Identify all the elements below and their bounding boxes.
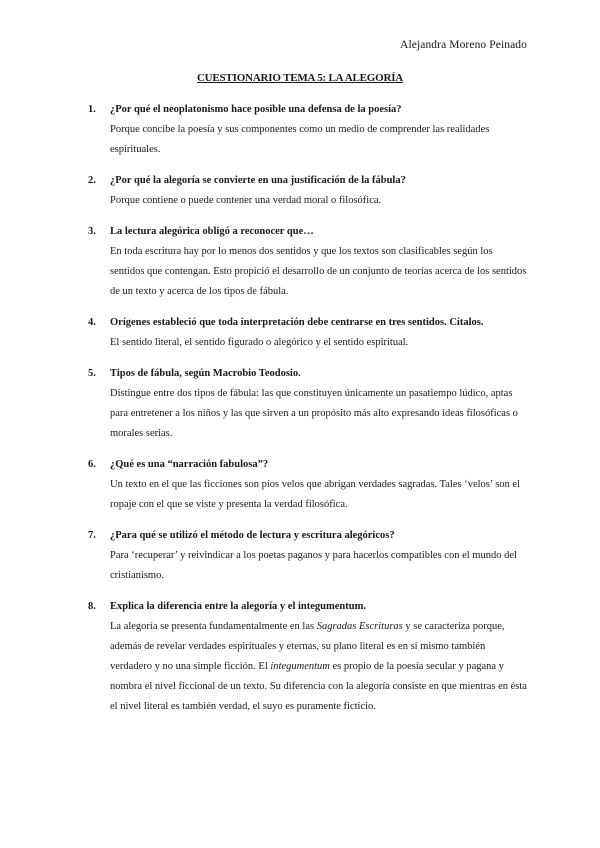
answer-segment: La alegoría se presenta fundamentalmente en las — [110, 621, 317, 632]
question-text: Orígenes estableció que toda interpretación debe centrarse en tres sentidos. Cítalos. — [110, 317, 484, 328]
question-item — [88, 526, 528, 586]
answer-segment: y se caracteriza porque, además de revelar verdades espirituales y eternas, su plano literal es en sí mismo también verdadero y no una simple ficción. El — [110, 621, 505, 672]
author-name: Alejandra Moreno Peinado — [400, 39, 527, 51]
answer-text: Un texto en el que las ficciones son píos velos que abrigan verdades sagradas. Tales ‘velos’ son el ropaje con el que se viste y presenta la verdad filosófica. — [110, 479, 521, 510]
question-number: 5. — [88, 368, 96, 379]
question-text: Explica la diferencia entre la alegoría y el integumentum. — [110, 601, 366, 612]
question-number: 3. — [88, 226, 96, 237]
question-text: ¿Por qué el neoplatonismo hace posible una defensa de la poesía? — [110, 104, 402, 115]
question-number: 4. — [88, 317, 96, 328]
answer-italic-term: integumentum — [270, 661, 330, 672]
question-text: ¿Qué es una “narración fabulosa”? — [110, 459, 269, 470]
answer-text: El sentido literal, el sentido figurado o alegórico y el sentido espiritual. — [110, 337, 409, 348]
question-text: Tipos de fábula, según Macrobio Teodosio. — [110, 368, 301, 379]
answer-text: Distingue entre dos tipos de fábula: las que constituyen únicamente un pasatiempo lúdico, aptas para entretener a los niños y las que sirven a un propósito más alto expresando ideas filosóficas o morales serias. — [110, 388, 518, 439]
question-item — [88, 597, 528, 717]
question-list — [88, 100, 528, 717]
answer-text: En toda escritura hay por lo menos dos sentidos y que los textos son clasificables según los sentidos que contengan. Esto propició el desarrollo de un conjunto de teorías acerca de los sentidos de un texto y acerca de los tipos de fábula. — [110, 246, 527, 297]
question-item — [88, 100, 528, 160]
question-item — [88, 455, 528, 515]
question-item — [88, 222, 528, 302]
question-number: 1. — [88, 104, 96, 115]
question-number: 8. — [88, 601, 96, 612]
answer-text: Para ‘recuperar’ y reivindicar a los poetas paganos y para hacerlos compatibles con el mundo del cristianismo. — [110, 550, 517, 581]
answer-text: Porque contiene o puede contener una verdad moral o filosófica. — [110, 195, 382, 206]
question-item — [88, 313, 528, 353]
question-number: 2. — [88, 175, 96, 186]
question-number: 6. — [88, 459, 96, 470]
answer-text — [110, 617, 528, 717]
question-text: ¿Para qué se utilizó el método de lectura y escritura alegóricos? — [110, 530, 395, 541]
page-title: CUESTIONARIO TEMA 5: LA ALEGORÍA — [196, 72, 404, 84]
question-text: La lectura alegórica obligó a reconocer que… — [110, 226, 314, 237]
answer-segment: es propio de la poesía secular y pagana y nombra el nivel ficcional de un texto. Su diferencia con la alegoría consiste en que mientras en ésta el nivel literal es también verdad, el suyo es puramente ficticio. — [110, 661, 527, 712]
question-item — [88, 171, 528, 211]
answer-italic-term: Sagradas Escrituras — [316, 621, 403, 632]
question-number: 7. — [88, 530, 96, 541]
question-item — [88, 364, 528, 444]
answer-text: Porque concibe la poesía y sus componentes como un medio de comprender las realidades espirituales. — [110, 124, 490, 155]
question-text: ¿Por qué la alegoría se convierte en una justificación de la fábula? — [110, 175, 406, 186]
